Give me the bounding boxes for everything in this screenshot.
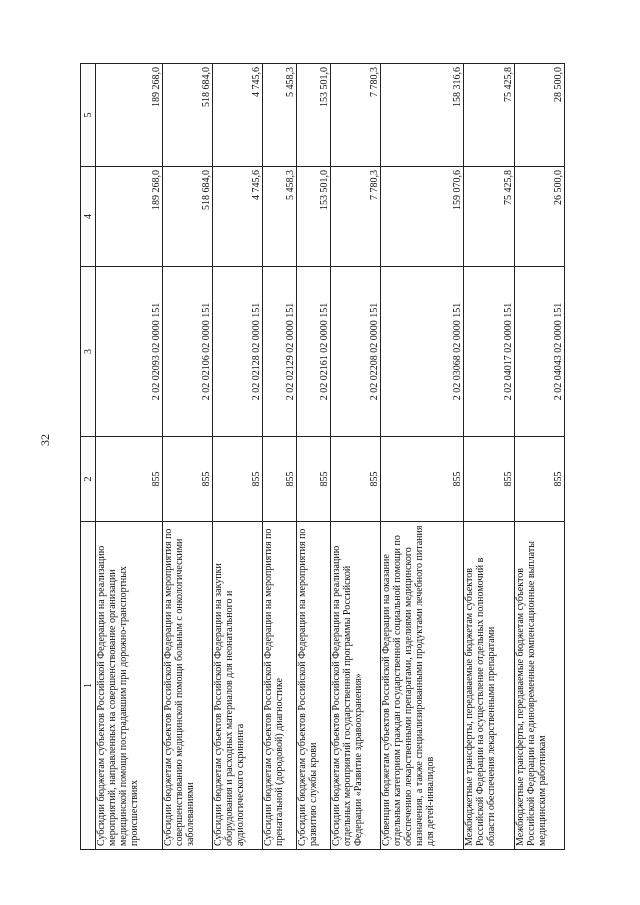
budget-table-container (80, 64, 565, 850)
amount-col4: 4 745,6 (212, 167, 262, 267)
amount-col5: 189 268,0 (96, 64, 163, 167)
amount-col5: 518 684,0 (162, 64, 212, 167)
table-row (96, 64, 163, 850)
page-number: 32 (38, 434, 52, 446)
amount-col4: 5 458,3 (263, 167, 297, 267)
amount-col4: 518 684,0 (162, 167, 212, 267)
row-description: Субсидии бюджетам субъектов Российской Федерации на мероприятия по совершенствованию медицинской помощи больным с онкологическими заболеваниями (162, 522, 212, 850)
table-row (331, 64, 381, 850)
amount-col5: 75 425,8 (464, 64, 514, 167)
amount-col5: 7 780,3 (331, 64, 381, 167)
amount-col4: 189 268,0 (96, 167, 163, 267)
row-description: Субсидии бюджетам субъектов Российской Федерации на мероприятия по развитию службы крови (297, 522, 331, 850)
admin-code: 855 (96, 437, 163, 522)
amount-col5: 158 316,6 (381, 64, 464, 167)
budget-code: 2 02 02106 02 0000 151 (162, 267, 212, 437)
admin-code: 855 (162, 437, 212, 522)
admin-code: 855 (514, 437, 564, 522)
table-row (162, 64, 212, 850)
budget-code: 2 02 04043 02 0000 151 (514, 267, 564, 437)
amount-col4: 159 070,6 (381, 167, 464, 267)
table-row (297, 64, 331, 850)
amount-col5: 5 458,3 (263, 64, 297, 167)
row-description: Субсидии бюджетам субъектов Российской Федерации на мероприятия по пренатальной (дородовой) диагностике (263, 522, 297, 850)
row-description: Субсидии бюджетам субъектов Российской Федерации на закупки оборудования и расходных материалов для неонатального и аудиологического скрининга (212, 522, 262, 850)
amount-col4: 26 500,0 (514, 167, 564, 267)
amount-col5: 153 501,0 (297, 64, 331, 167)
column-header: 4 (81, 167, 96, 267)
admin-code: 855 (331, 437, 381, 522)
admin-code: 855 (464, 437, 514, 522)
budget-code: 2 02 02129 02 0000 151 (263, 267, 297, 437)
admin-code: 855 (263, 437, 297, 522)
row-description: Субсидии бюджетам субъектов Российской Федерации на реализацию мероприятий, направленных на совершенствование организации медицинской помощи пострадавшим при дорожно-транспортных происшествиях (96, 522, 163, 850)
table-row (381, 64, 464, 850)
amount-col4: 153 501,0 (297, 167, 331, 267)
admin-code: 855 (297, 437, 331, 522)
budget-code: 2 02 02161 02 0000 151 (297, 267, 331, 437)
table-row (464, 64, 514, 850)
amount-col4: 7 780,3 (331, 167, 381, 267)
column-header: 5 (81, 64, 96, 167)
amount-col5: 4 745,6 (212, 64, 262, 167)
budget-code: 2 02 02093 02 0000 151 (96, 267, 163, 437)
row-description: Субсидии бюджетам субъектов Российской Федерации на реализацию отдельных мероприятий государственной программы Российской Федерации «Развитие здравоохранения» (331, 522, 381, 850)
budget-table (80, 63, 565, 850)
admin-code: 855 (381, 437, 464, 522)
table-row (514, 64, 564, 850)
admin-code: 855 (212, 437, 262, 522)
row-description: Межбюджетные трансферты, передаваемые бюджетам субъектов Российской Федерации на осуществление отдельных полномочий в области обеспечения лекарственными препаратами (464, 522, 514, 850)
column-header: 2 (81, 437, 96, 522)
amount-col4: 75 425,8 (464, 167, 514, 267)
budget-code: 2 02 03068 02 0000 151 (381, 267, 464, 437)
column-header: 3 (81, 267, 96, 437)
row-description: Субвенции бюджетам субъектов Российской Федерации на оказание отдельным категориям граждан государственной социальной помощи по обеспечению лекарственными препаратами, изделиями медицинского назначения, а также специализированными продуктами лечебного питания для детей-инвалидов (381, 522, 464, 850)
budget-code: 2 02 02128 02 0000 151 (212, 267, 262, 437)
amount-col5: 28 500,0 (514, 64, 564, 167)
budget-code: 2 02 04017 02 0000 151 (464, 267, 514, 437)
header-row (81, 64, 96, 850)
budget-code: 2 02 02208 02 0000 151 (331, 267, 381, 437)
row-description: Межбюджетные трансферты, передаваемые бюджетам субъектов Российской Федерации на единовременные компенсационные выплаты медицинским работникам (514, 522, 564, 850)
table-row (212, 64, 262, 850)
table-row (263, 64, 297, 850)
column-header: 1 (81, 522, 96, 850)
